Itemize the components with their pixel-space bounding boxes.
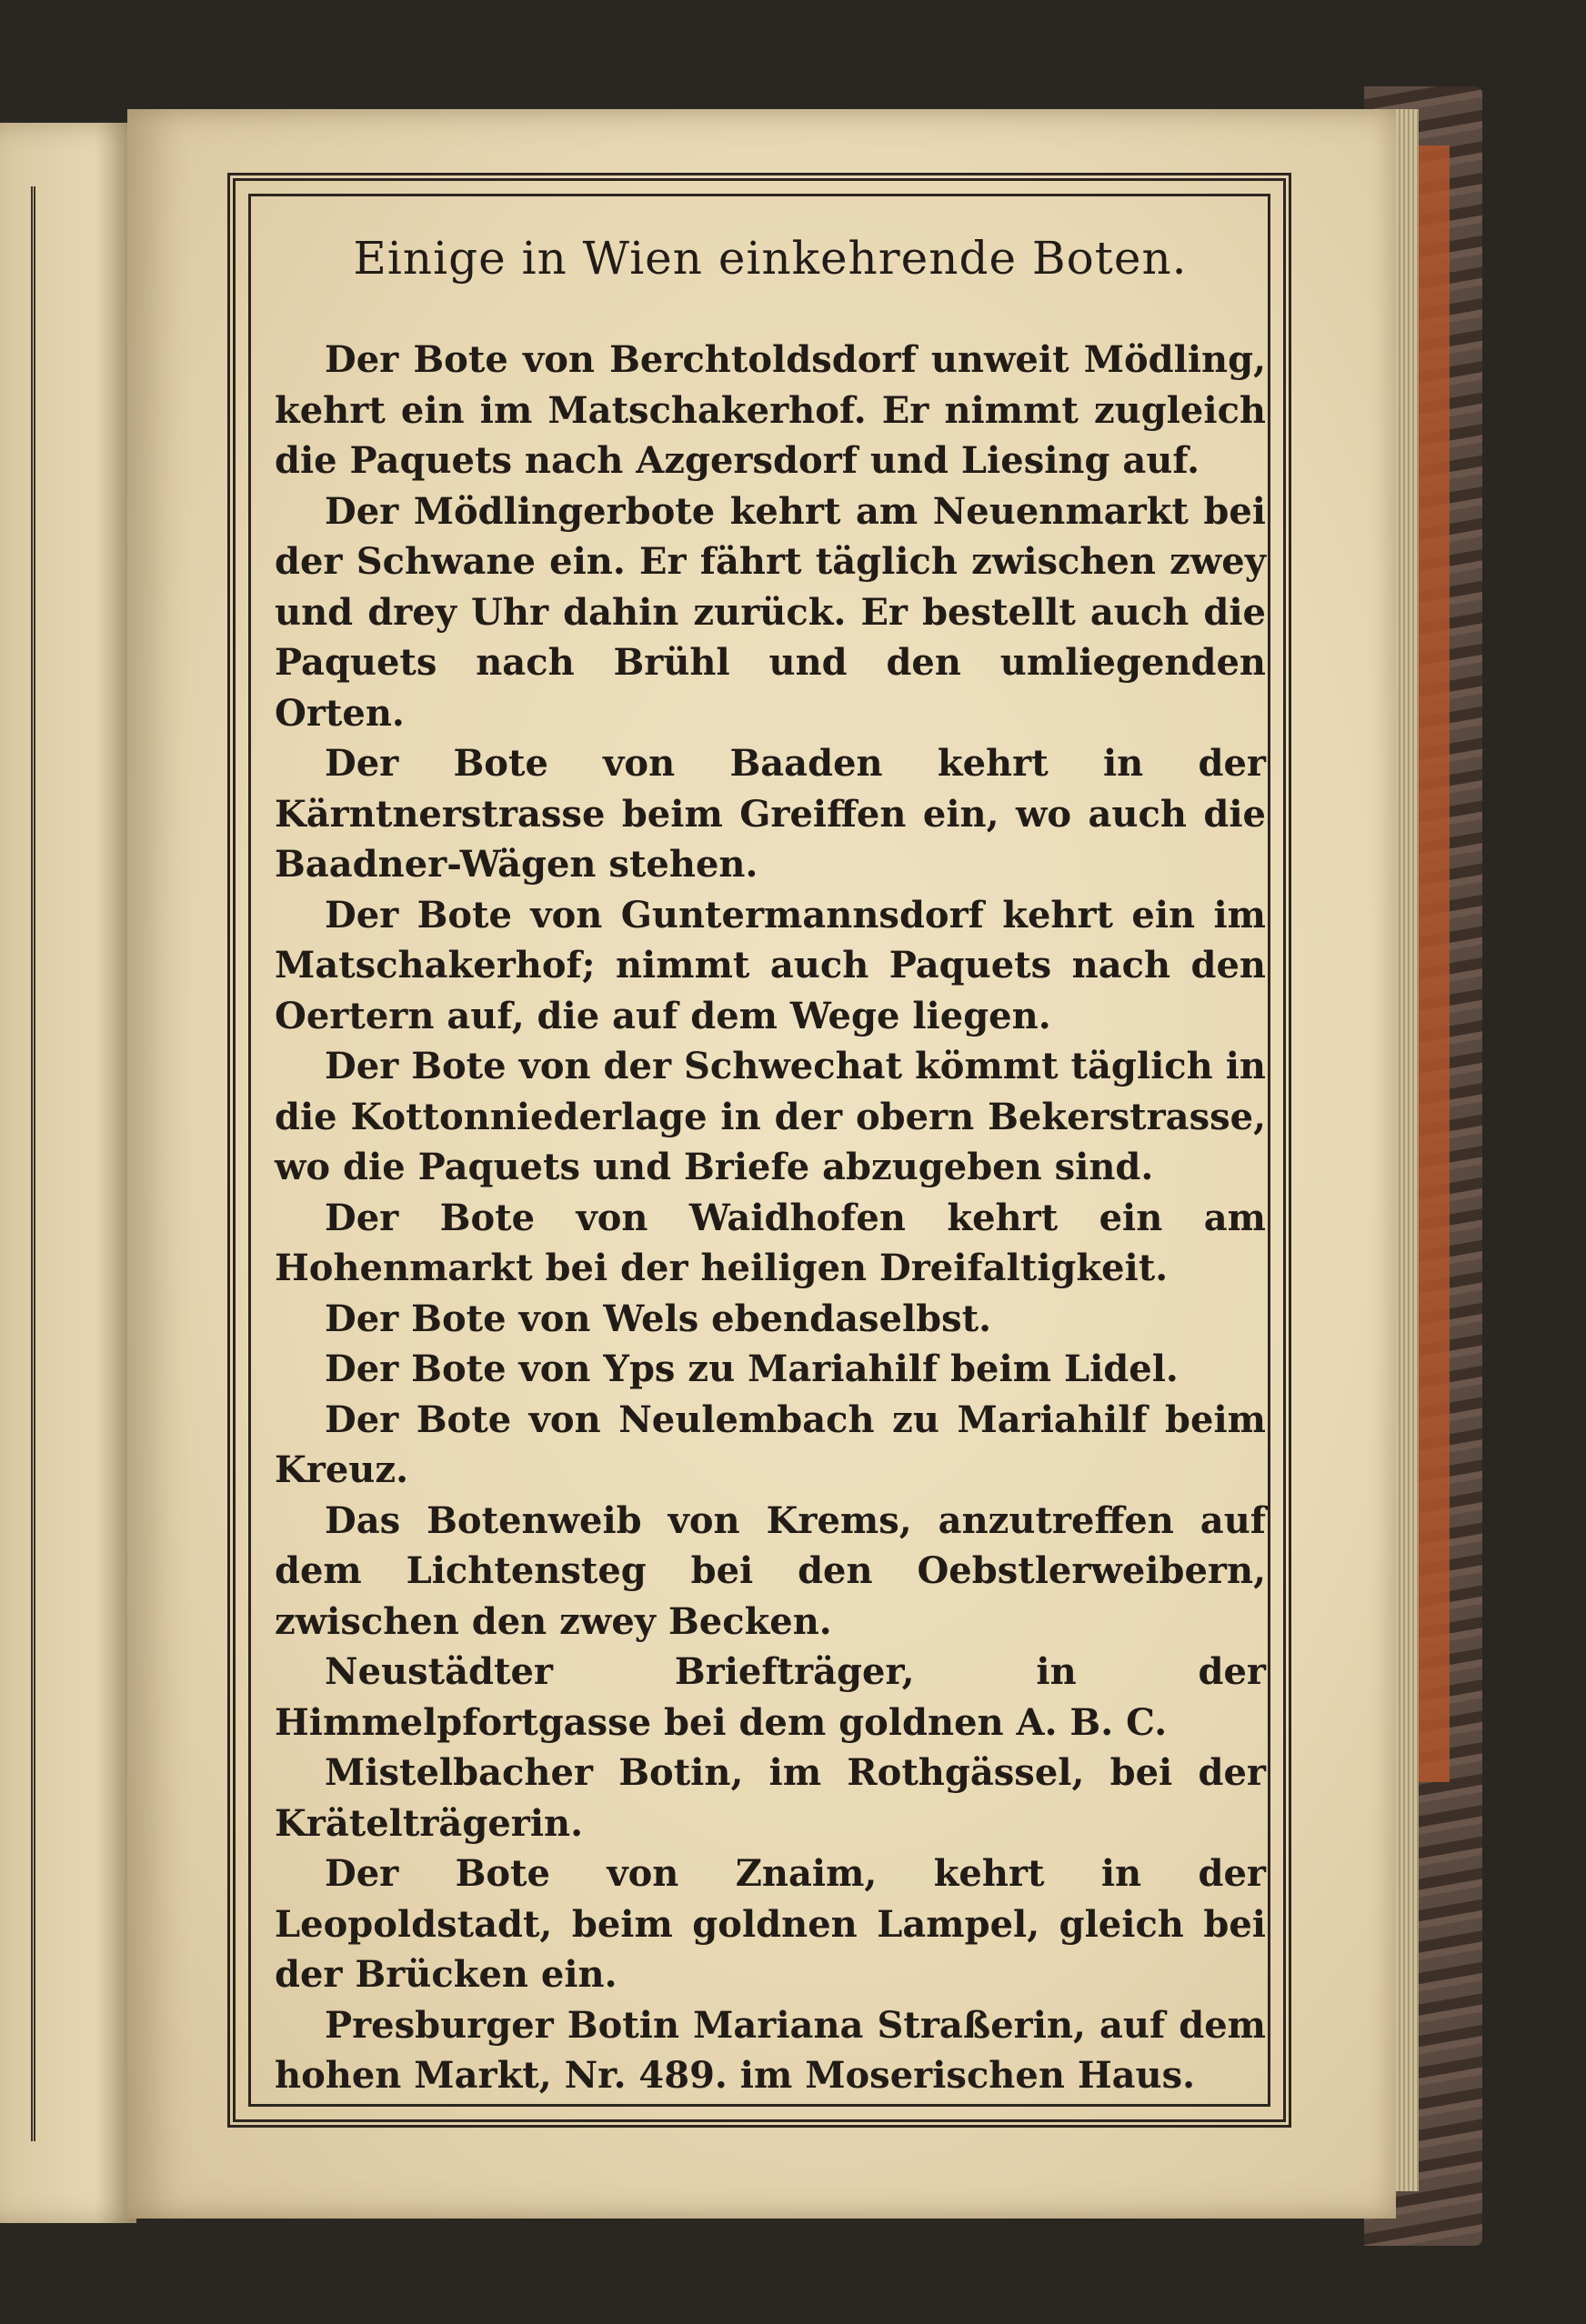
entry-neulembach: Der Bote von Neulembach zu Mariahilf beim Kreuz. [275, 1397, 1266, 1491]
entry-znaim: Der Bote von Znaim, kehrt in der Leopoldstadt, beim goldnen Lampel, gleich bei der Brücken ein. [275, 1852, 1266, 1996]
left-page-frame-rule [5, 186, 35, 2141]
page-heading: Einige in Wien einkehrende Boten. [353, 232, 1188, 285]
entry-yps: Der Bote von Yps zu Mariahilf beim Lidel. [325, 1347, 1179, 1390]
entry-wels: Der Bote von Wels ebendaselbst. [325, 1297, 992, 1340]
entry-berchtoldsdorf: Der Bote von Berchtoldsdorf unweit Mödling, kehrt ein im Matschakerhof. Er nimmt zugleich die Paquets nach Azgersdorf und Liesing auf. [275, 338, 1266, 482]
page-content [275, 209, 1266, 2101]
entry-mistelbacher: Mistelbacher Botin, im Rothgässel, bei der Krätelträgerin. [275, 1751, 1266, 1845]
left-page-edge [0, 123, 136, 2223]
entry-krems: Das Botenweib von Krems, anzutreffen auf dem Lichtensteg bei den Oebstlerweibern, zwischen den zwey Becken. [275, 1498, 1266, 1643]
entry-schwechat: Der Bote von der Schwechat kömmt täglich in die Kottonniederlage in der obern Bekerstrasse, wo die Paquets und Briefe abzugeben sind. [275, 1045, 1266, 1188]
entry-waidhofen: Der Bote von Waidhofen kehrt ein am Hohenmarkt bei der heiligen Dreifaltigkeit. [275, 1196, 1266, 1289]
cover-edge [1419, 145, 1450, 1782]
entry-guntermannsdorf: Der Bote von Guntermannsdorf kehrt ein im Matschakerhof; nimmt auch Paquets nach den Oertern auf, die auf dem Wege liegen. [275, 893, 1266, 1037]
entry-presburger: Presburger Botin Mariana Straßerin, auf dem hohen Markt, Nr. 489. im Moserischen Haus. [275, 2003, 1266, 2097]
entry-neustaedter: Neustädter Briefträger, in der Himmelpfortgasse bei dem goldnen A. B. C. [275, 1650, 1266, 1744]
entry-baaden: Der Bote von Baaden kehrt in der Kärntnerstrasse beim Greiffen ein, wo auch die Baadner-Wägen stehen. [275, 742, 1266, 886]
entry-moedling: Der Mödlingerbote kehrt am Neuenmarkt bei der Schwane ein. Er fährt täglich zwischen zwey und drey Uhr dahin zurück. Er bestellt auch die Paquets nach Brühl und den umliegenden Orten. [275, 489, 1266, 735]
